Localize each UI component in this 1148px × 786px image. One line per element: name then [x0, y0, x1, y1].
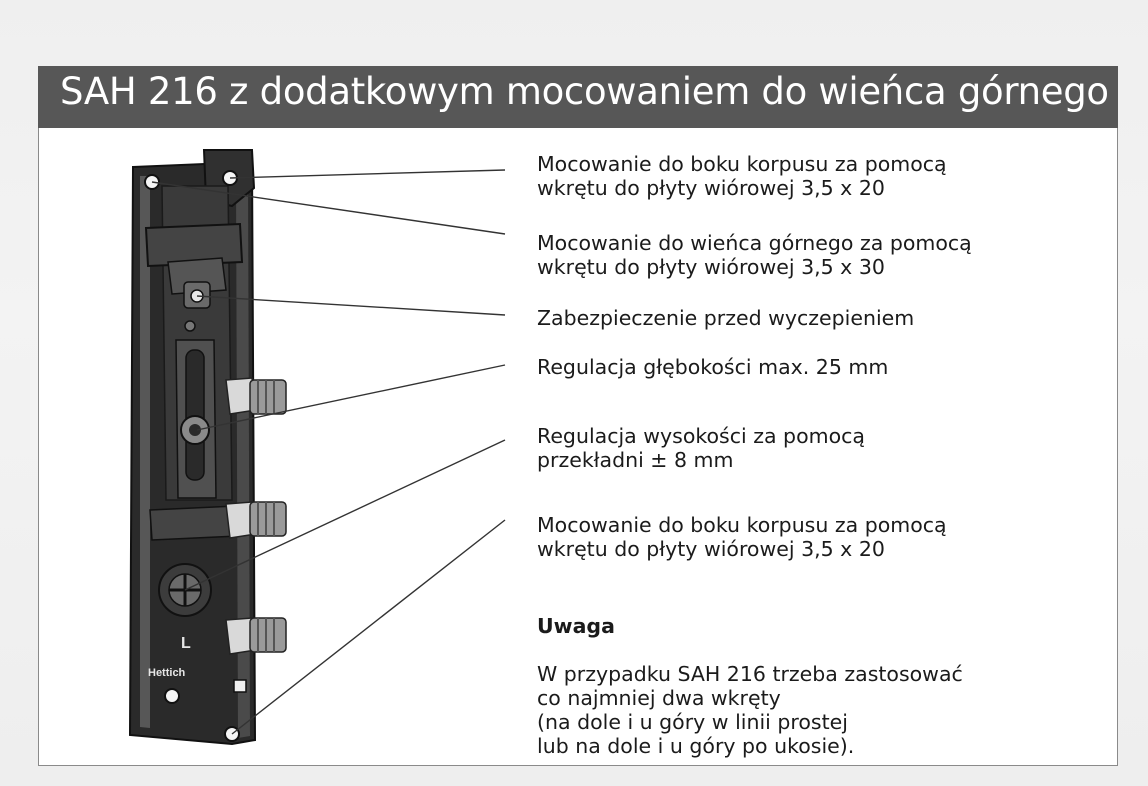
callout-side-fixing-bottom: Mocowanie do boku korpusu za pomocą wkrętu do płyty wiórowej 3,5 x 20	[537, 513, 947, 561]
note-title: Uwaga	[537, 614, 615, 638]
cabinet-hanger-part	[130, 150, 286, 744]
callout-height-adjustment: Regulacja wysokości za pomocą przekładni ± 8 mm	[537, 424, 865, 472]
callout-anti-unhooking: Zabezpieczenie przed wyczepieniem	[537, 306, 915, 330]
note-block	[537, 590, 1097, 782]
note-body: W przypadku SAH 216 trzeba zastosować co najmniej dwa wkręty (na dole i u góry w linii prostej lub na dole i u góry po ukosie).	[537, 662, 963, 758]
callout-depth-adjustment: Regulacja głębokości max. 25 mm	[537, 355, 889, 379]
callout-top-panel-fixing: Mocowanie do wieńca górnego za pomocą wkrętu do płyty wiórowej 3,5 x 30	[537, 231, 972, 279]
page-title: SAH 216 z dodatkowym mocowaniem do wieńca górnego	[60, 70, 1109, 113]
brand-label: Hettich	[148, 667, 186, 679]
leader-line-1	[230, 170, 505, 178]
side-marker-label: L	[181, 635, 191, 652]
callout-side-fixing-top: Mocowanie do boku korpusu za pomocą wkrętu do płyty wiórowej 3,5 x 20	[537, 152, 947, 200]
